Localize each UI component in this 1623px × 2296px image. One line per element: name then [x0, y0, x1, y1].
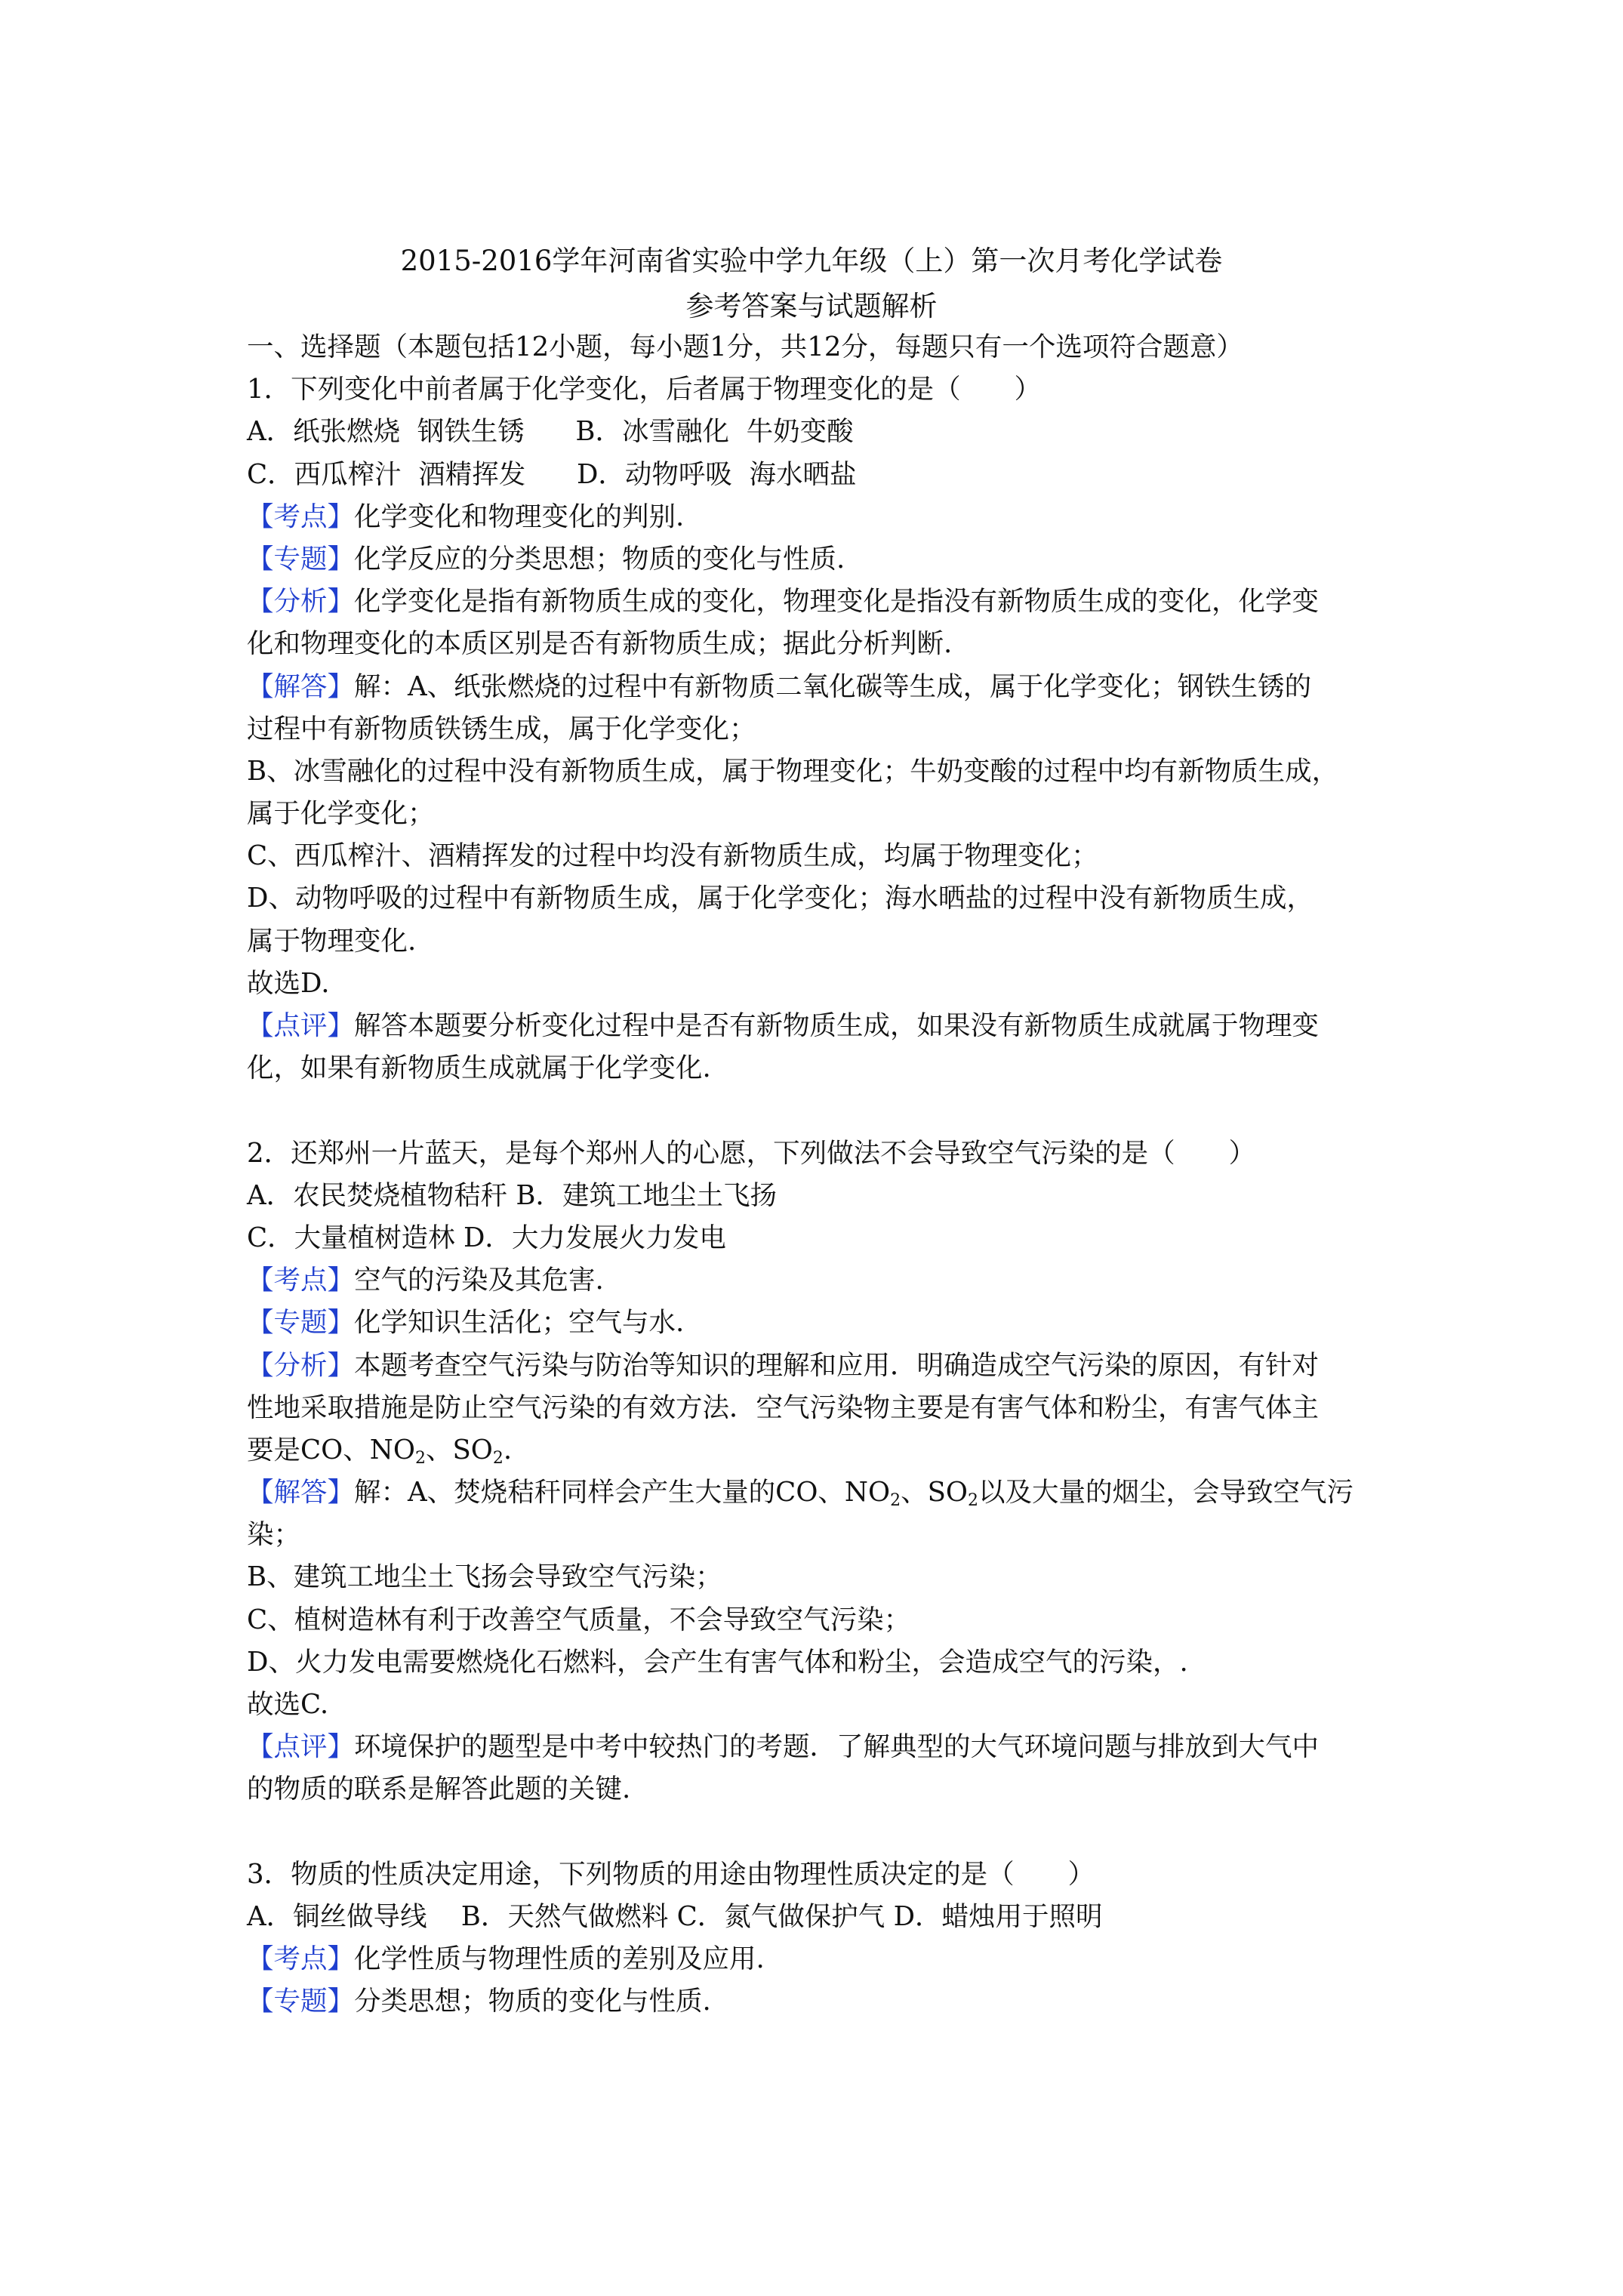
q2-stem: 2．还郑州一片蓝天，是每个郑州人的心愿，下列做法不会导致空气污染的是（ ） — [247, 1137, 1256, 1169]
header — [0, 239, 1623, 329]
subscript: 2 — [968, 1491, 979, 1511]
q1-answer: 故选D. — [247, 967, 330, 999]
q1-kaodian-text: 化学变化和物理变化的判别. — [354, 501, 685, 532]
q2-dianping — [247, 1726, 1409, 1768]
page-subtitle: 参考答案与试题解析 — [685, 290, 938, 322]
q1-jieda-text-3: B、冰雪融化的过程中没有新物质生成，属于物理变化；牛奶变酸的过程中均有新物质生成， — [247, 755, 1339, 787]
q2-fenxi-text-2: 性地采取措施是防止空气污染的有效方法．空气污染物主要是有害气体和粉尘，有害气体主 — [247, 1391, 1320, 1423]
q2-answer: 故选C. — [247, 1689, 329, 1720]
q1-options-cd: C．西瓜榨汁 酒精挥发 D．动物呼吸 海水晒盐 — [247, 458, 857, 490]
q1-fenxi-text-2: 化和物理变化的本质区别是否有新物质生成；据此分析判断. — [247, 628, 953, 660]
q2-kaodian-text: 空气的污染及其危害. — [354, 1265, 604, 1296]
q1-dianping-text-2: 化，如果有新物质生成就属于化学变化. — [247, 1052, 711, 1084]
formula-text: 要是CO、NO — [247, 1434, 415, 1465]
document-body — [247, 326, 1409, 2023]
q3-zhuanti — [247, 1980, 1409, 2023]
q1-options-ab: A．纸张燃烧 钢铁生锈 B．冰雪融化 牛奶变酸 — [247, 416, 854, 448]
q3-options: A．铜丝做导线 B．天然气做燃料 C．氮气做保护气 D．蜡烛用于照明 — [247, 1900, 1103, 1932]
q2-fenxi-text-1: 本题考查空气污染与防治等知识的理解和应用．明确造成空气污染的原因，有针对 — [354, 1349, 1320, 1381]
subscript: 2 — [890, 1491, 901, 1511]
kaodian-tag: 【考点】 — [247, 1943, 355, 1975]
q2-fenxi-text-3 — [247, 1429, 1409, 1472]
q1-jieda-text-7: 属于物理变化. — [247, 925, 417, 957]
q2-zhuanti — [247, 1302, 1409, 1344]
kaodian-tag: 【考点】 — [247, 501, 355, 532]
q1-stem: 1．下列变化中前者属于化学变化，后者属于物理变化的是（ ） — [247, 374, 1042, 405]
spacer — [247, 1089, 1409, 1132]
q1-dianping-text-1: 解答本题要分析变化过程中是否有新物质生成，如果没有新物质生成就属于物理变 — [354, 1010, 1320, 1041]
dianping-tag: 【点评】 — [247, 1010, 355, 1041]
formula-text: 、SO — [901, 1477, 969, 1509]
q2-jieda-text-1: 解：A、焚烧秸秆同样会产生大量的CO、NO — [354, 1477, 891, 1509]
jieda-tag: 【解答】 — [247, 1477, 355, 1509]
q2-dianping-text-2: 的物质的联系是解答此题的关键. — [247, 1774, 631, 1805]
section-heading: 一、选择题（本题包括12小题，每小题1分，共12分，每题只有一个选项符合题意） — [247, 331, 1243, 362]
spacer — [247, 1811, 1409, 1854]
q2-kaodian — [247, 1259, 1409, 1302]
q2-fenxi — [247, 1345, 1409, 1387]
q2-jieda — [247, 1472, 1409, 1514]
q1-zhuanti-text: 化学反应的分类思想；物质的变化与性质. — [354, 543, 845, 575]
subscript: 2 — [414, 1448, 426, 1468]
q2-jieda-text-3: B、建筑工地尘土飞扬会导致空气污染； — [247, 1561, 722, 1593]
q2-jieda-text-4: C、植树造林有利于改善空气质量，不会导致空气污染； — [247, 1604, 911, 1635]
q1-dianping — [247, 1005, 1409, 1047]
q1-jieda-text-4: 属于化学变化； — [247, 798, 435, 830]
zhuanti-tag: 【专题】 — [247, 1307, 355, 1339]
q2-options-cd: C．大量植树造林 D．大力发展火力发电 — [247, 1222, 726, 1253]
zhuanti-tag: 【专题】 — [247, 543, 355, 575]
kaodian-tag: 【考点】 — [247, 1265, 355, 1296]
jieda-tag: 【解答】 — [247, 670, 355, 702]
fenxi-tag: 【分析】 — [247, 586, 355, 618]
q2-zhuanti-text: 化学知识生活化；空气与水. — [354, 1307, 685, 1339]
q1-fenxi — [247, 581, 1409, 623]
q1-jieda — [247, 666, 1409, 708]
dianping-tag: 【点评】 — [247, 1731, 355, 1763]
q1-fenxi-text-1: 化学变化是指有新物质生成的变化，物理变化是指没有新物质生成的变化，化学变 — [354, 586, 1320, 618]
formula-text: . — [503, 1434, 513, 1465]
q1-jieda-text-2: 过程中有新物质铁锈生成，属于化学变化； — [247, 713, 756, 744]
q3-zhuanti-text: 分类思想；物质的变化与性质. — [354, 1986, 711, 2017]
subscript: 2 — [492, 1448, 504, 1468]
q1-kaodian — [247, 496, 1409, 538]
fenxi-tag: 【分析】 — [247, 1349, 355, 1381]
q1-jieda-text-1: 解：A、纸张燃烧的过程中有新物质二氧化碳等生成，属于化学变化；钢铁生锈的 — [354, 670, 1312, 702]
q1-zhuanti — [247, 538, 1409, 581]
q1-jieda-text-6: D、动物呼吸的过程中有新物质生成，属于化学变化；海水晒盐的过程中没有新物质生成， — [247, 883, 1313, 914]
page-title: 2015-2016学年河南省实验中学九年级（上）第一次月考化学试卷 — [400, 245, 1223, 277]
q2-options-ab: A．农民焚烧植物秸秆 B．建筑工地尘土飞扬 — [247, 1179, 778, 1211]
q3-kaodian — [247, 1938, 1409, 1980]
q3-stem: 3．物质的性质决定用途，下列物质的用途由物理性质决定的是（ ） — [247, 1858, 1095, 1890]
q2-jieda-text-5: D、火力发电需要燃烧化石燃料，会产生有害气体和粉尘，会造成空气的污染，. — [247, 1646, 1188, 1678]
q3-kaodian-text: 化学性质与物理性质的差别及应用. — [354, 1943, 765, 1975]
zhuanti-tag: 【专题】 — [247, 1986, 355, 2017]
formula-text: 、SO — [425, 1434, 493, 1465]
formula-text: 以及大量的烟尘，会导致空气污 — [978, 1477, 1354, 1509]
q2-jieda-text-2: 染； — [247, 1519, 301, 1551]
q2-dianping-text-1: 环境保护的题型是中考中较热门的考题．了解典型的大气环境问题与排放到大气中 — [354, 1731, 1320, 1763]
q1-jieda-text-5: C、西瓜榨汁、酒精挥发的过程中均没有新物质生成，均属于物理变化； — [247, 840, 1098, 872]
